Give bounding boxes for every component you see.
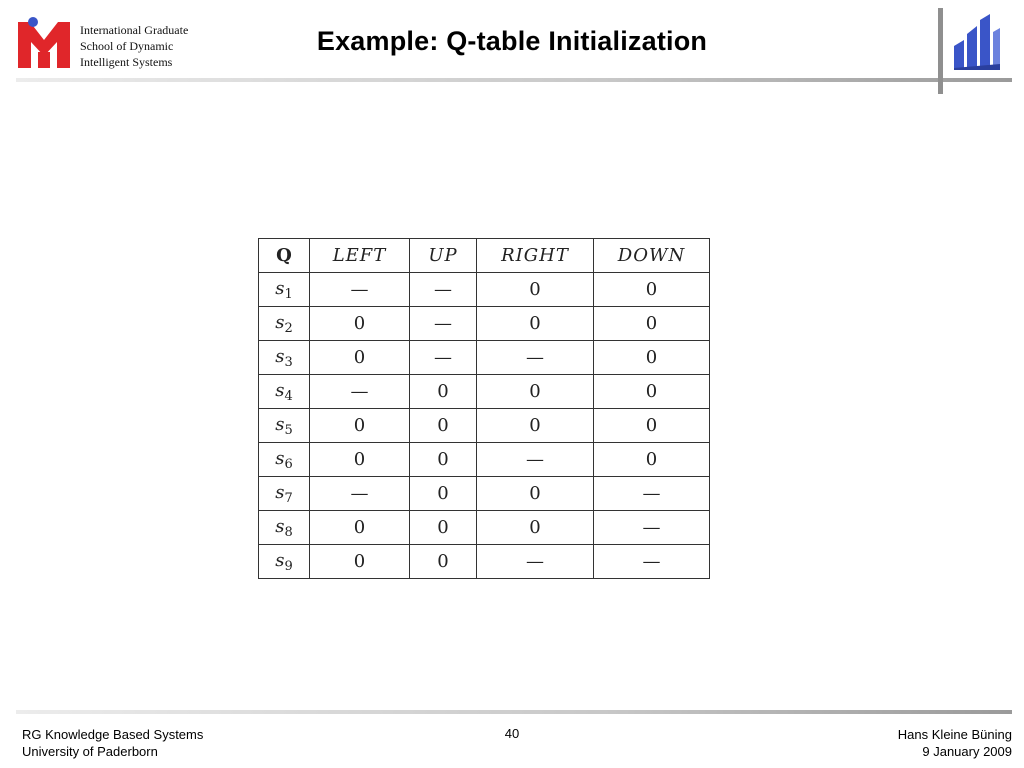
table-cell: 0 bbox=[594, 341, 710, 375]
state-label: $s_9$ bbox=[259, 545, 310, 579]
table-cell: 0 bbox=[410, 511, 477, 545]
table-cell: — bbox=[310, 273, 410, 307]
q-table-corner: Q bbox=[259, 239, 310, 273]
state-label: $s_3$ bbox=[259, 341, 310, 375]
footer-author: Hans Kleine Büning bbox=[897, 727, 1012, 742]
table-row bbox=[259, 341, 710, 375]
university-logo-icon bbox=[950, 12, 1002, 72]
state-label: $s_4$ bbox=[259, 375, 310, 409]
table-cell: 0 bbox=[477, 375, 594, 409]
table-row bbox=[259, 545, 710, 579]
page-number: 40 bbox=[504, 726, 520, 741]
table-cell: 0 bbox=[310, 443, 410, 477]
table-cell: 0 bbox=[594, 307, 710, 341]
table-cell: 0 bbox=[310, 545, 410, 579]
column-header-up: UP bbox=[410, 239, 477, 273]
table-cell: 0 bbox=[410, 545, 477, 579]
table-cell: — bbox=[410, 307, 477, 341]
table-row bbox=[259, 375, 710, 409]
table-cell: 0 bbox=[310, 511, 410, 545]
table-cell: — bbox=[477, 443, 594, 477]
table-row bbox=[259, 443, 710, 477]
table-cell: — bbox=[410, 273, 477, 307]
table-cell: 0 bbox=[310, 341, 410, 375]
table-row bbox=[259, 307, 710, 341]
page-title: Example: Q-table Initialization bbox=[316, 26, 708, 56]
table-cell: 0 bbox=[410, 443, 477, 477]
table-cell: — bbox=[410, 341, 477, 375]
school-name-line-2: School of Dynamic bbox=[80, 39, 174, 53]
state-label: $s_5$ bbox=[259, 409, 310, 443]
table-cell: — bbox=[477, 341, 594, 375]
table-cell: 0 bbox=[410, 375, 477, 409]
table-cell: — bbox=[594, 511, 710, 545]
column-header-right: RIGHT bbox=[477, 239, 594, 273]
table-row bbox=[259, 273, 710, 307]
footer-date: 9 January 2009 bbox=[922, 744, 1012, 759]
q-table-header-row bbox=[259, 239, 710, 273]
table-cell: 0 bbox=[410, 477, 477, 511]
table-row bbox=[259, 409, 710, 443]
table-cell: — bbox=[477, 545, 594, 579]
column-header-left: LEFT bbox=[310, 239, 410, 273]
table-cell: 0 bbox=[477, 307, 594, 341]
footer-divider bbox=[16, 710, 1012, 714]
table-cell: 0 bbox=[310, 409, 410, 443]
table-cell: — bbox=[310, 375, 410, 409]
table-cell: 0 bbox=[594, 409, 710, 443]
table-row bbox=[259, 477, 710, 511]
table-cell: 0 bbox=[410, 409, 477, 443]
table-cell: 0 bbox=[477, 273, 594, 307]
table-cell: 0 bbox=[594, 443, 710, 477]
footer-university: University of Paderborn bbox=[22, 744, 158, 759]
header-vertical-divider bbox=[938, 8, 943, 94]
school-name-line-3: Intelligent Systems bbox=[80, 55, 173, 69]
table-cell: 0 bbox=[310, 307, 410, 341]
state-label: $s_6$ bbox=[259, 443, 310, 477]
table-cell: 0 bbox=[477, 409, 594, 443]
table-cell: — bbox=[594, 477, 710, 511]
state-label: $s_7$ bbox=[259, 477, 310, 511]
column-header-down: DOWN bbox=[594, 239, 710, 273]
state-label: $s_2$ bbox=[259, 307, 310, 341]
table-cell: 0 bbox=[477, 477, 594, 511]
footer-group-name: RG Knowledge Based Systems bbox=[22, 727, 204, 742]
table-cell: 0 bbox=[477, 511, 594, 545]
table-cell: 0 bbox=[594, 273, 710, 307]
state-label: $s_8$ bbox=[259, 511, 310, 545]
table-row bbox=[259, 511, 710, 545]
table-cell: — bbox=[310, 477, 410, 511]
header-divider bbox=[16, 78, 1012, 82]
state-label: $s_1$ bbox=[259, 273, 310, 307]
footer-right bbox=[898, 726, 1012, 760]
table-cell: — bbox=[594, 545, 710, 579]
school-name-line-1: International Graduate bbox=[80, 23, 189, 37]
table-cell: 0 bbox=[594, 375, 710, 409]
q-table bbox=[258, 238, 710, 579]
